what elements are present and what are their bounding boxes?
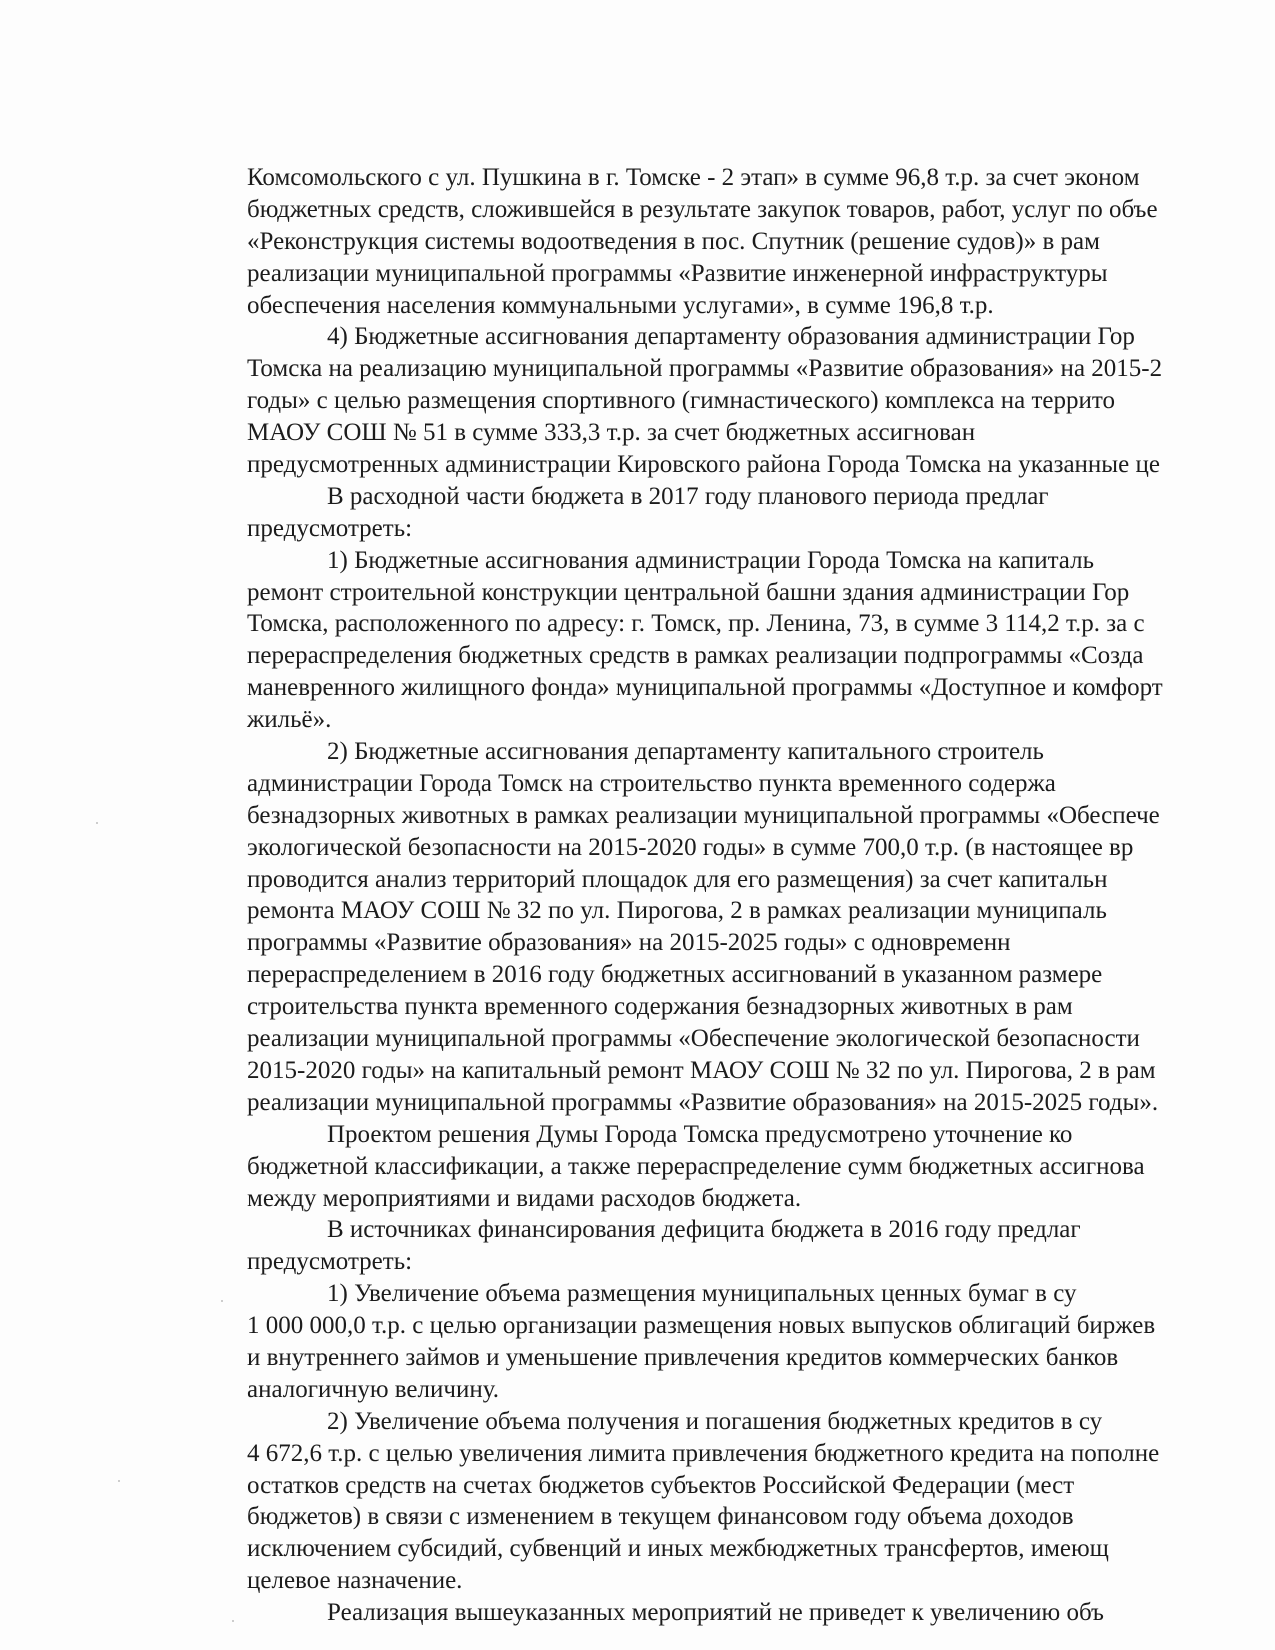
- paragraph-first-line: 1) Увеличение объема размещения муниципальных ценных бумаг в су: [327, 1280, 1077, 1308]
- scan-speck: [118, 1480, 120, 1482]
- paragraph-first-line: 2) Увеличение объема получения и погашения бюджетных кредитов в су: [327, 1407, 1103, 1435]
- text-line: экологической безопасности на 2015-2020 годы» в сумме 700,0 т.р. (в настоящее вр: [247, 833, 1134, 861]
- text-line: предусмотренных администрации Кировского района Города Томска на указанные це: [247, 451, 1160, 479]
- text-line: МАОУ СОШ № 51 в сумме 333,3 т.р. за счет бюджетных ассигнован: [247, 419, 976, 447]
- text-line: Комсомольского с ул. Пушкина в г. Томске - 2 этап» в сумме 96,8 т.р. за счет эконом: [247, 164, 1140, 191]
- text-line: и внутреннего займов и уменьшение привлечения кредитов коммерческих банков: [247, 1343, 1119, 1371]
- text-line: «Реконструкция системы водоотведения в пос. Спутник (решение судов)» в рам: [247, 227, 1100, 255]
- paragraph-first-line: 4) Бюджетные ассигнования департаменту образования администрации Гор: [327, 323, 1135, 351]
- text-line: предусмотреть:: [247, 1248, 413, 1276]
- text-line: целевое назначение.: [247, 1567, 463, 1595]
- text-line: реализации муниципальной программы «Обеспечение экологической безопасности: [247, 1025, 1140, 1053]
- text-line: администрации Города Томск на строительство пункта временного содержа: [247, 769, 1056, 797]
- text-line: годы» с целью размещения спортивного (гимнастического) комплекса на террито: [247, 387, 1115, 415]
- paragraph-first-line: В расходной части бюджета в 2017 году планового периода предлаг: [327, 482, 1049, 510]
- text-line: бюджетных средств, сложившейся в результате закупок товаров, работ, услуг по объе: [247, 195, 1158, 223]
- scan-speck: [96, 822, 98, 824]
- text-line: реализации муниципальной программы «Развитие инженерной инфраструктуры: [247, 259, 1108, 287]
- paragraph-first-line: Проектом решения Думы Города Томска предусмотрено уточнение ко: [327, 1120, 1073, 1148]
- text-line: 1 000 000,0 т.р. с целью организации размещения новых выпусков облигаций биржев: [247, 1312, 1156, 1340]
- text-line: безнадзорных животных в рамках реализации муниципальной программы «Обеспече: [247, 801, 1160, 829]
- text-line: исключением субсидий, субвенций и иных межбюджетных трансфертов, имеющ: [247, 1535, 1109, 1563]
- text-line: перераспределением в 2016 году бюджетных ассигнований в указанном размере: [247, 961, 1103, 989]
- text-line: 2015-2020 годы» на капитальный ремонт МАОУ СОШ № 32 по ул. Пирогова, 2 в рам: [247, 1056, 1156, 1084]
- text-line: перераспределения бюджетных средств в рамках реализации подпрограммы «Созда: [247, 642, 1144, 670]
- text-line: программы «Развитие образования» на 2015-2025 годы» с одновременн: [247, 929, 1011, 957]
- text-line: Томска, расположенного по адресу: г. Томск, пр. Ленина, 73, в сумме 3 114,2 т.р. за с: [247, 610, 1145, 638]
- text-line: обеспечения населения коммунальными услугами», в сумме 196,8 т.р.: [247, 291, 994, 319]
- text-line: 4 672,6 т.р. с целью увеличения лимита привлечения бюджетного кредита на пополне: [247, 1439, 1160, 1467]
- text-line: жильё».: [247, 706, 332, 734]
- scan-speck: [232, 1620, 234, 1622]
- scan-speck: [221, 1300, 223, 1302]
- document-body: [247, 162, 1275, 1629]
- text-line: ремонт строительной конструкции центральной башни здания администрации Гор: [247, 578, 1130, 606]
- text-line: строительства пункта временного содержания безнадзорных животных в рам: [247, 993, 1073, 1021]
- paragraph-first-line: 2) Бюджетные ассигнования департаменту капитального строитель: [327, 738, 1044, 766]
- paragraph-first-line: Реализация вышеуказанных мероприятий не приведет к увеличению объ: [327, 1599, 1104, 1627]
- text-line: остатков средств на счетах бюджетов субъектов Российской Федерации (мест: [247, 1471, 1075, 1499]
- text-line: маневренного жилищного фонда» муниципальной программы «Доступное и комфорт: [247, 674, 1163, 702]
- text-line: между мероприятиями и видами расходов бюджета.: [247, 1184, 802, 1212]
- text-line: аналогичную величину.: [247, 1375, 499, 1403]
- text-line: Томска на реализацию муниципальной программы «Развитие образования» на 2015-2: [247, 355, 1163, 383]
- text-line: проводится анализ территорий площадок для его размещения) за счет капитальн: [247, 865, 1108, 893]
- text-line: ремонта МАОУ СОШ № 32 по ул. Пирогова, 2 в рамках реализации муниципаль: [247, 897, 1107, 925]
- paragraph-first-line: 1) Бюджетные ассигнования администрации Города Томска на капиталь: [327, 546, 1094, 574]
- paragraph-first-line: В источниках финансирования дефицита бюджета в 2016 году предлаг: [327, 1216, 1081, 1244]
- text-line: реализации муниципальной программы «Развитие образования» на 2015-2025 годы».: [247, 1088, 1159, 1116]
- text-line: бюджетов) в связи с изменением в текущем финансовом году объема доходов: [247, 1503, 1074, 1531]
- text-line: предусмотреть:: [247, 514, 413, 542]
- text-line: бюджетной классификации, а также перераспределение сумм бюджетных ассигнова: [247, 1152, 1145, 1180]
